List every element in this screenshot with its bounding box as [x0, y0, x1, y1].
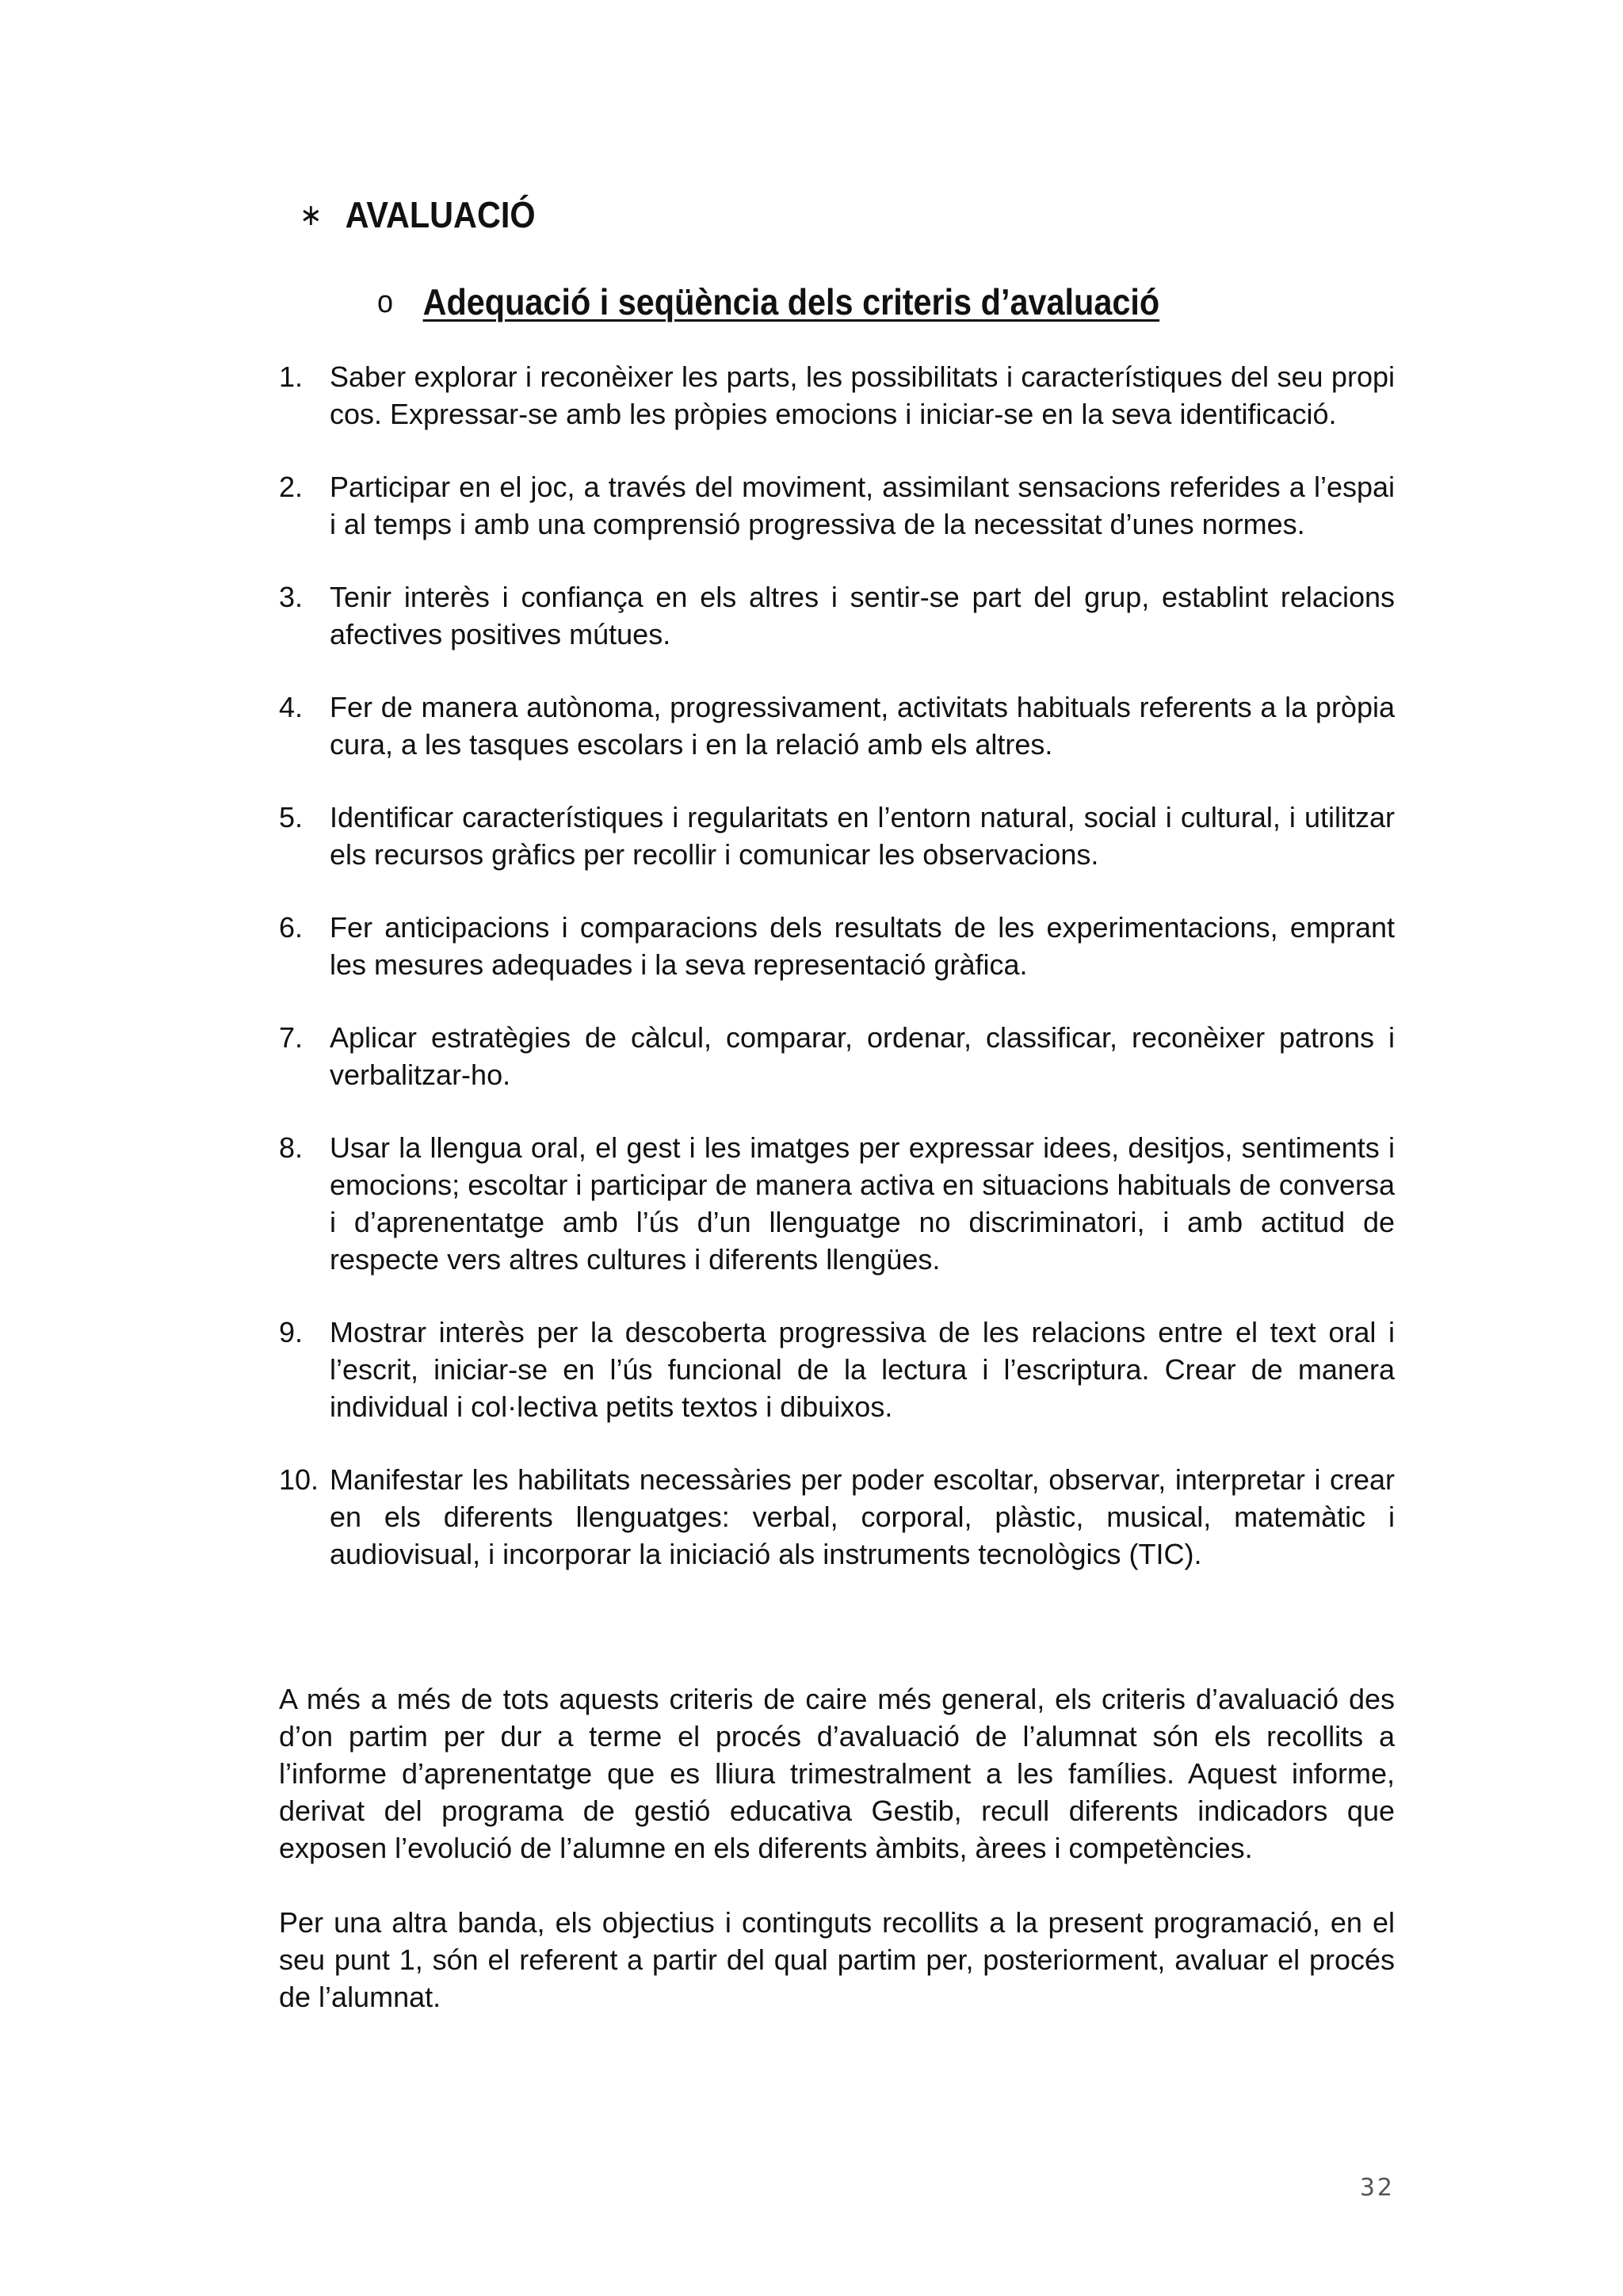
criteria-list [279, 358, 1395, 1608]
asterisk-bullet-icon: ∗ [300, 198, 323, 232]
criteria-item [279, 1314, 1395, 1425]
criteria-number: 6. [279, 911, 304, 944]
criteria-number: 8. [279, 1131, 304, 1164]
criteria-number: 2. [279, 471, 304, 503]
criteria-text: Saber explorar i reconèixer les parts, les possibilitats i característiques del seu propi cos. Expressar-se amb les pròpies emocions i iniciar-se en la seva identificació. [330, 360, 1395, 430]
criteria-text: Identificar característiques i regularitats en l’entorn natural, social i cultural, i utilitzar els recursos gràfics per recollir i comunicar les observacions. [330, 801, 1395, 871]
criteria-item [279, 1461, 1395, 1573]
criteria-text: Aplicar estratègies de càlcul, comparar, ordenar, classificar, reconèixer patrons i verbalitzar-ho. [330, 1021, 1395, 1091]
page-number: 32 [1359, 2174, 1395, 2202]
criteria-number: 3. [279, 581, 304, 613]
criteria-item [279, 578, 1395, 653]
criteria-text: Mostrar interès per la descoberta progressiva de les relacions entre el text oral i l’escrit, iniciar-se en l’ús funcional de la lectura i l’escriptura. Crear de manera individual i col·lectiva petits textos i dibuixos. [330, 1316, 1395, 1423]
criteria-number: 1. [279, 360, 304, 393]
subsection-heading [377, 280, 1159, 323]
body-paragraph: A més a més de tots aquests criteris de caire més general, els criteris d’avaluació des d’on partim per dur a terme el procés d’avaluació de l’alumnat són els recollits a l’informe d’aprenentatge que es lliura trimestralment a les famílies. Aquest informe, derivat del programa de gestió educativa Gestib, recull diferents indicadors que exposen l’evolució de l’alumne en els diferents àmbits, àrees i competències. [279, 1683, 1395, 1864]
section-heading [300, 193, 536, 236]
criteria-item [279, 358, 1395, 433]
criteria-text: Fer anticipacions i comparacions dels resultats de les experimentacions, emprant les mesures adequades i la seva representació gràfica. [330, 911, 1395, 981]
criteria-text: Fer de manera autònoma, progressivament, activitats habituals referents a la pròpia cura, a les tasques escolars i en la relació amb els altres. [330, 691, 1395, 761]
criteria-item [279, 468, 1395, 543]
criteria-item [279, 799, 1395, 873]
subsection-title: Adequació i seqüència dels criteris d’avaluació [422, 281, 1160, 322]
criteria-text: Tenir interès i confiança en els altres i sentir-se part del grup, establint relacions afectives positives mútues. [330, 581, 1395, 650]
criteria-number: 5. [279, 801, 304, 833]
criteria-number: 9. [279, 1316, 304, 1348]
criteria-text: Usar la llengua oral, el gest i les imatges per expressar idees, desitjos, sentiments i emocions; escoltar i participar de manera activa en situacions habituals de conversa i d’aprenentatge amb l’ús d’un llenguatge no discriminatori, i amb actitud de respecte vers altres cultures i diferents llengües. [330, 1131, 1395, 1276]
criteria-number: 4. [279, 691, 304, 723]
criteria-item [279, 1129, 1395, 1278]
criteria-number: 7. [279, 1021, 304, 1054]
circle-bullet-icon: o [377, 284, 394, 319]
criteria-text: Manifestar les habilitats necessàries per poder escoltar, observar, interpretar i crear en els diferents llenguatges: verbal, corporal, plàstic, musical, matemàtic i audiovisual, i incorporar la iniciació als instruments tecnològics (TIC). [330, 1463, 1395, 1570]
criteria-item [279, 1019, 1395, 1093]
body-paragraph: Per una altra banda, els objectius i continguts recollits a la present programació, en el seu punt 1, són el referent a partir del qual partim per, posteriorment, avaluar el procés de l’alumnat. [279, 1906, 1395, 2013]
criteria-item [279, 909, 1395, 983]
section-title: AVALUACIÓ [345, 194, 536, 235]
criteria-text: Participar en el joc, a través del moviment, assimilant sensacions referides a l’espai i al temps i amb una comprensió progressiva de la necessitat d’unes normes. [330, 471, 1395, 540]
criteria-number: 10. [279, 1463, 319, 1496]
criteria-item [279, 688, 1395, 763]
